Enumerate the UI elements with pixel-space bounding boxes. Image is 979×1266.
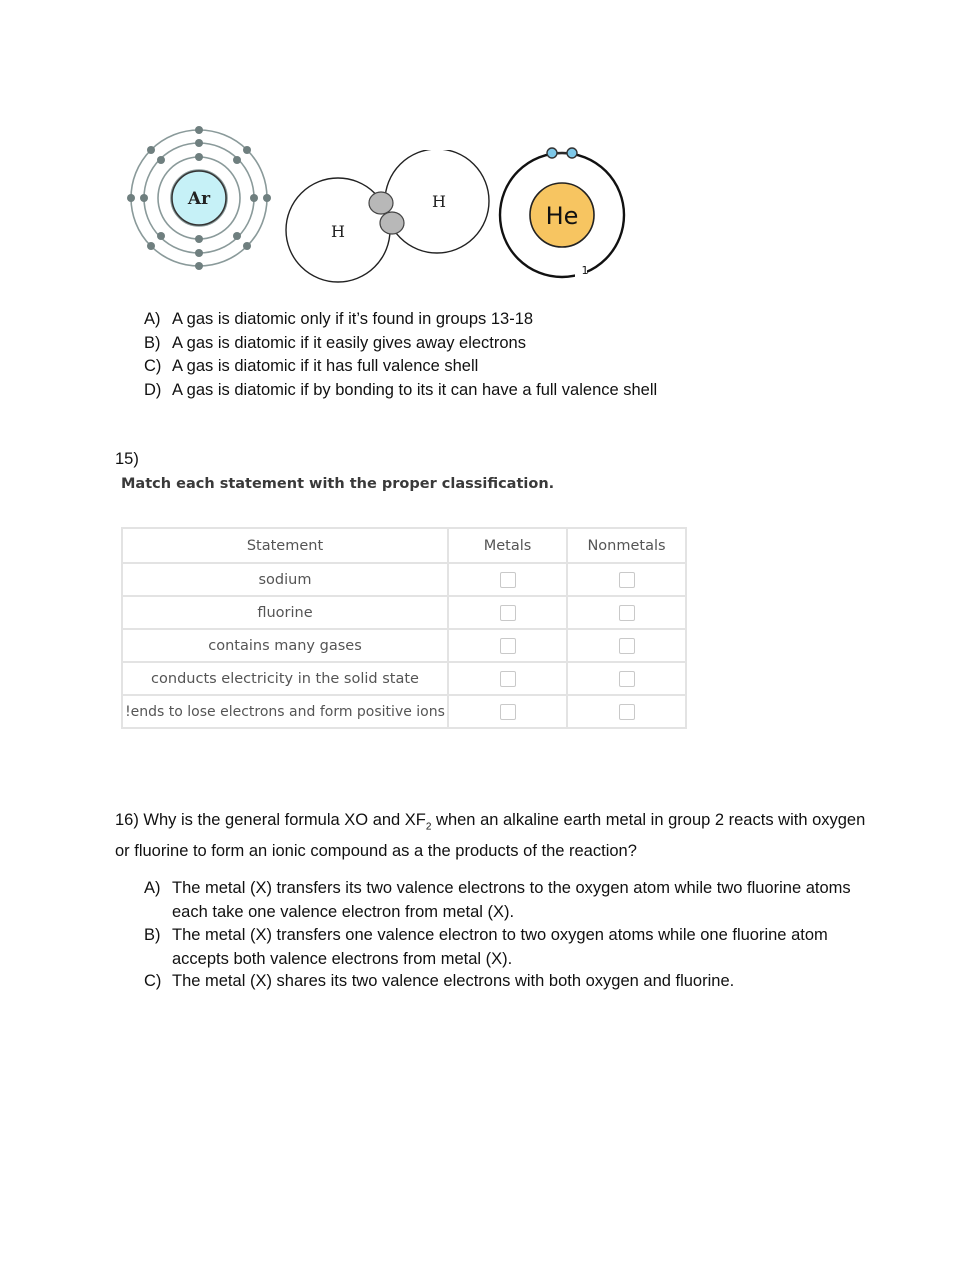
header-statement: Statement	[122, 528, 448, 563]
classification-table	[121, 527, 687, 729]
metals-checkbox[interactable]	[500, 638, 516, 654]
table-row	[122, 695, 686, 728]
hydrogen-label-right: H	[432, 192, 446, 211]
q15-instruction: Match each statement with the proper classification.	[121, 476, 555, 492]
helium-shell-number: 1	[581, 264, 589, 277]
q15-number: 15)	[115, 450, 139, 468]
q16-text-before: 16) Why is the general formula XO and XF	[115, 811, 426, 829]
q14-option-a	[144, 308, 533, 331]
option-letter: B)	[144, 926, 161, 944]
option-text: A gas is diatomic if it has full valence shell	[172, 357, 479, 375]
option-text: The metal (X) transfers one valence electron to two oxygen atoms while one fluorine atom accepts both valence electrons from metal (X).	[172, 926, 828, 968]
option-text: A gas is diatomic only if it’s found in groups 13-18	[172, 310, 534, 328]
statement-cell: sodium	[122, 563, 448, 596]
q16-text-after: when an alkaline earth metal in group 2 reacts with oxygen or fluorine to form an ionic compound as a the products of the reaction?	[115, 811, 866, 861]
table-header-row	[122, 528, 686, 563]
q16-option-a	[144, 877, 864, 924]
option-text: The metal (X) shares its two valence electrons with both oxygen and fluorine.	[172, 972, 735, 990]
statement-cell: !ends to lose electrons and form positive ions	[122, 695, 448, 728]
table-row	[122, 662, 686, 695]
statement-cell: fluorine	[122, 596, 448, 629]
option-letter: C)	[144, 972, 162, 990]
statement-cell: contains many gases	[122, 629, 448, 662]
q16-question	[115, 808, 875, 863]
hydrogen-label-left: H	[331, 222, 345, 241]
q16-option-c	[144, 970, 864, 994]
nonmetals-checkbox[interactable]	[619, 605, 635, 621]
metals-checkbox[interactable]	[500, 572, 516, 588]
option-letter: C)	[144, 357, 162, 375]
header-metals: Metals	[448, 528, 567, 563]
table-row	[122, 563, 686, 596]
nonmetals-checkbox[interactable]	[619, 572, 635, 588]
metals-checkbox[interactable]	[500, 671, 516, 687]
q16-option-b	[144, 924, 864, 971]
q14-option-b	[144, 332, 526, 355]
header-nonmetals: Nonmetals	[567, 528, 686, 563]
q16-subscript: 2	[425, 821, 432, 833]
table-row	[122, 629, 686, 662]
nonmetals-checkbox[interactable]	[619, 638, 635, 654]
metals-checkbox[interactable]	[500, 704, 516, 720]
helium-label: He	[545, 202, 579, 230]
nonmetals-checkbox[interactable]	[619, 704, 635, 720]
helium-bohr-diagram	[495, 140, 635, 282]
argon-label: Ar	[187, 189, 211, 209]
option-letter: D)	[144, 381, 162, 399]
q14-option-d	[144, 379, 657, 402]
hydrogen-molecule-diagram	[282, 150, 497, 285]
option-text: The metal (X) transfers its two valence electrons to the oxygen atom while two fluorine atoms each take one valence electron from metal (X).	[172, 879, 851, 921]
nonmetals-checkbox[interactable]	[619, 671, 635, 687]
option-text: A gas is diatomic if by bonding to its it can have a full valence shell	[172, 381, 658, 399]
q14-option-c	[144, 355, 478, 378]
metals-checkbox[interactable]	[500, 605, 516, 621]
option-letter: A)	[144, 879, 161, 897]
table-row	[122, 596, 686, 629]
statement-cell: conducts electricity in the solid state	[122, 662, 448, 695]
option-letter: A)	[144, 310, 161, 328]
option-letter: B)	[144, 334, 161, 352]
argon-bohr-diagram	[120, 120, 280, 280]
option-text: A gas is diatomic if it easily gives away electrons	[172, 334, 526, 352]
